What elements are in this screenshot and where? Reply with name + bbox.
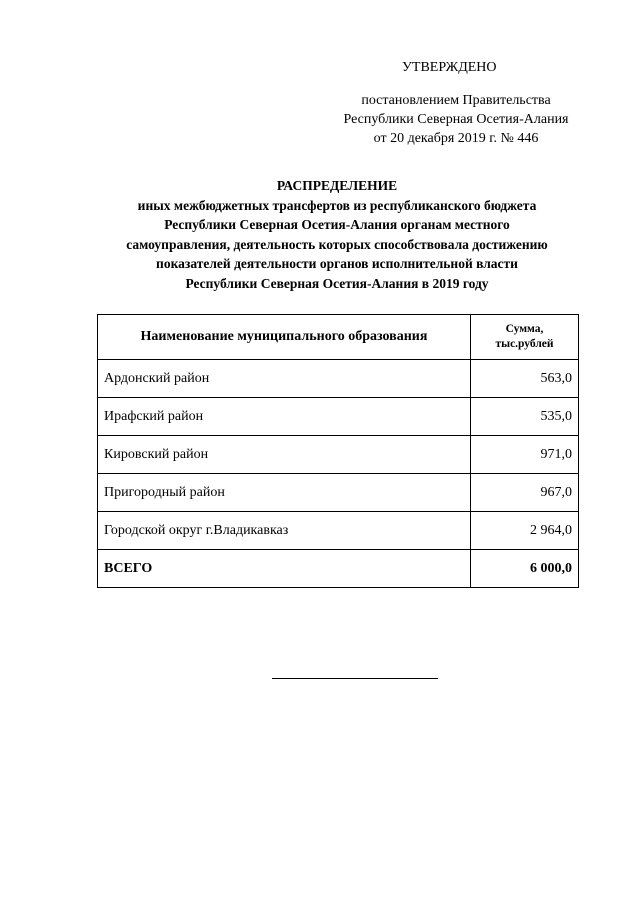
municipality-name: Пригородный район [98, 474, 471, 512]
municipality-name: Кировский район [98, 436, 471, 474]
amount-value: 967,0 [471, 474, 579, 512]
table-header-row [98, 315, 579, 360]
table-row [98, 474, 579, 512]
approval-line: Республики Северная Осетия-Алания [343, 112, 569, 127]
table-row [98, 360, 579, 398]
title-line: Республики Северная Осетия-Алания органам местного [164, 217, 510, 232]
column-header-sum [471, 315, 579, 360]
approval-line: постановлением Правительства [361, 93, 551, 108]
end-divider [272, 678, 438, 679]
document-title [92, 176, 582, 293]
column-header-sum-line: Сумма, [505, 323, 544, 335]
distribution-table [97, 314, 579, 588]
municipality-name: Ирафский район [98, 398, 471, 436]
approval-line: от 20 декабря 2019 г. № 446 [373, 131, 539, 146]
column-header-name: Наименование муниципального образования [98, 315, 471, 360]
amount-value: 535,0 [471, 398, 579, 436]
total-value: 6 000,0 [471, 550, 579, 588]
table-row [98, 436, 579, 474]
approval-block [322, 58, 590, 148]
amount-value: 563,0 [471, 360, 579, 398]
total-row [98, 550, 579, 588]
table-row [98, 512, 579, 550]
municipality-name: Городской округ г.Владикавказ [98, 512, 471, 550]
total-label: ВСЕГО [98, 550, 471, 588]
title-line: показателей деятельности органов исполнительной власти [156, 256, 518, 271]
title-line: иных межбюджетных трансфертов из республиканского бюджета [137, 197, 537, 213]
approval-stamp: УТВЕРЖДЕНО [402, 60, 497, 75]
municipality-name: Ардонский район [98, 360, 471, 398]
title-line: самоуправления, деятельность которых способствовала достижению [126, 236, 548, 252]
title-heading: РАСПРЕДЕЛЕНИЕ [276, 178, 398, 193]
amount-value: 971,0 [471, 436, 579, 474]
table-row [98, 398, 579, 436]
column-header-sum-unit: тыс.рублей [495, 338, 554, 350]
amount-value: 2 964,0 [471, 512, 579, 550]
title-line: Республики Северная Осетия-Алания в 2019 году [185, 275, 489, 291]
